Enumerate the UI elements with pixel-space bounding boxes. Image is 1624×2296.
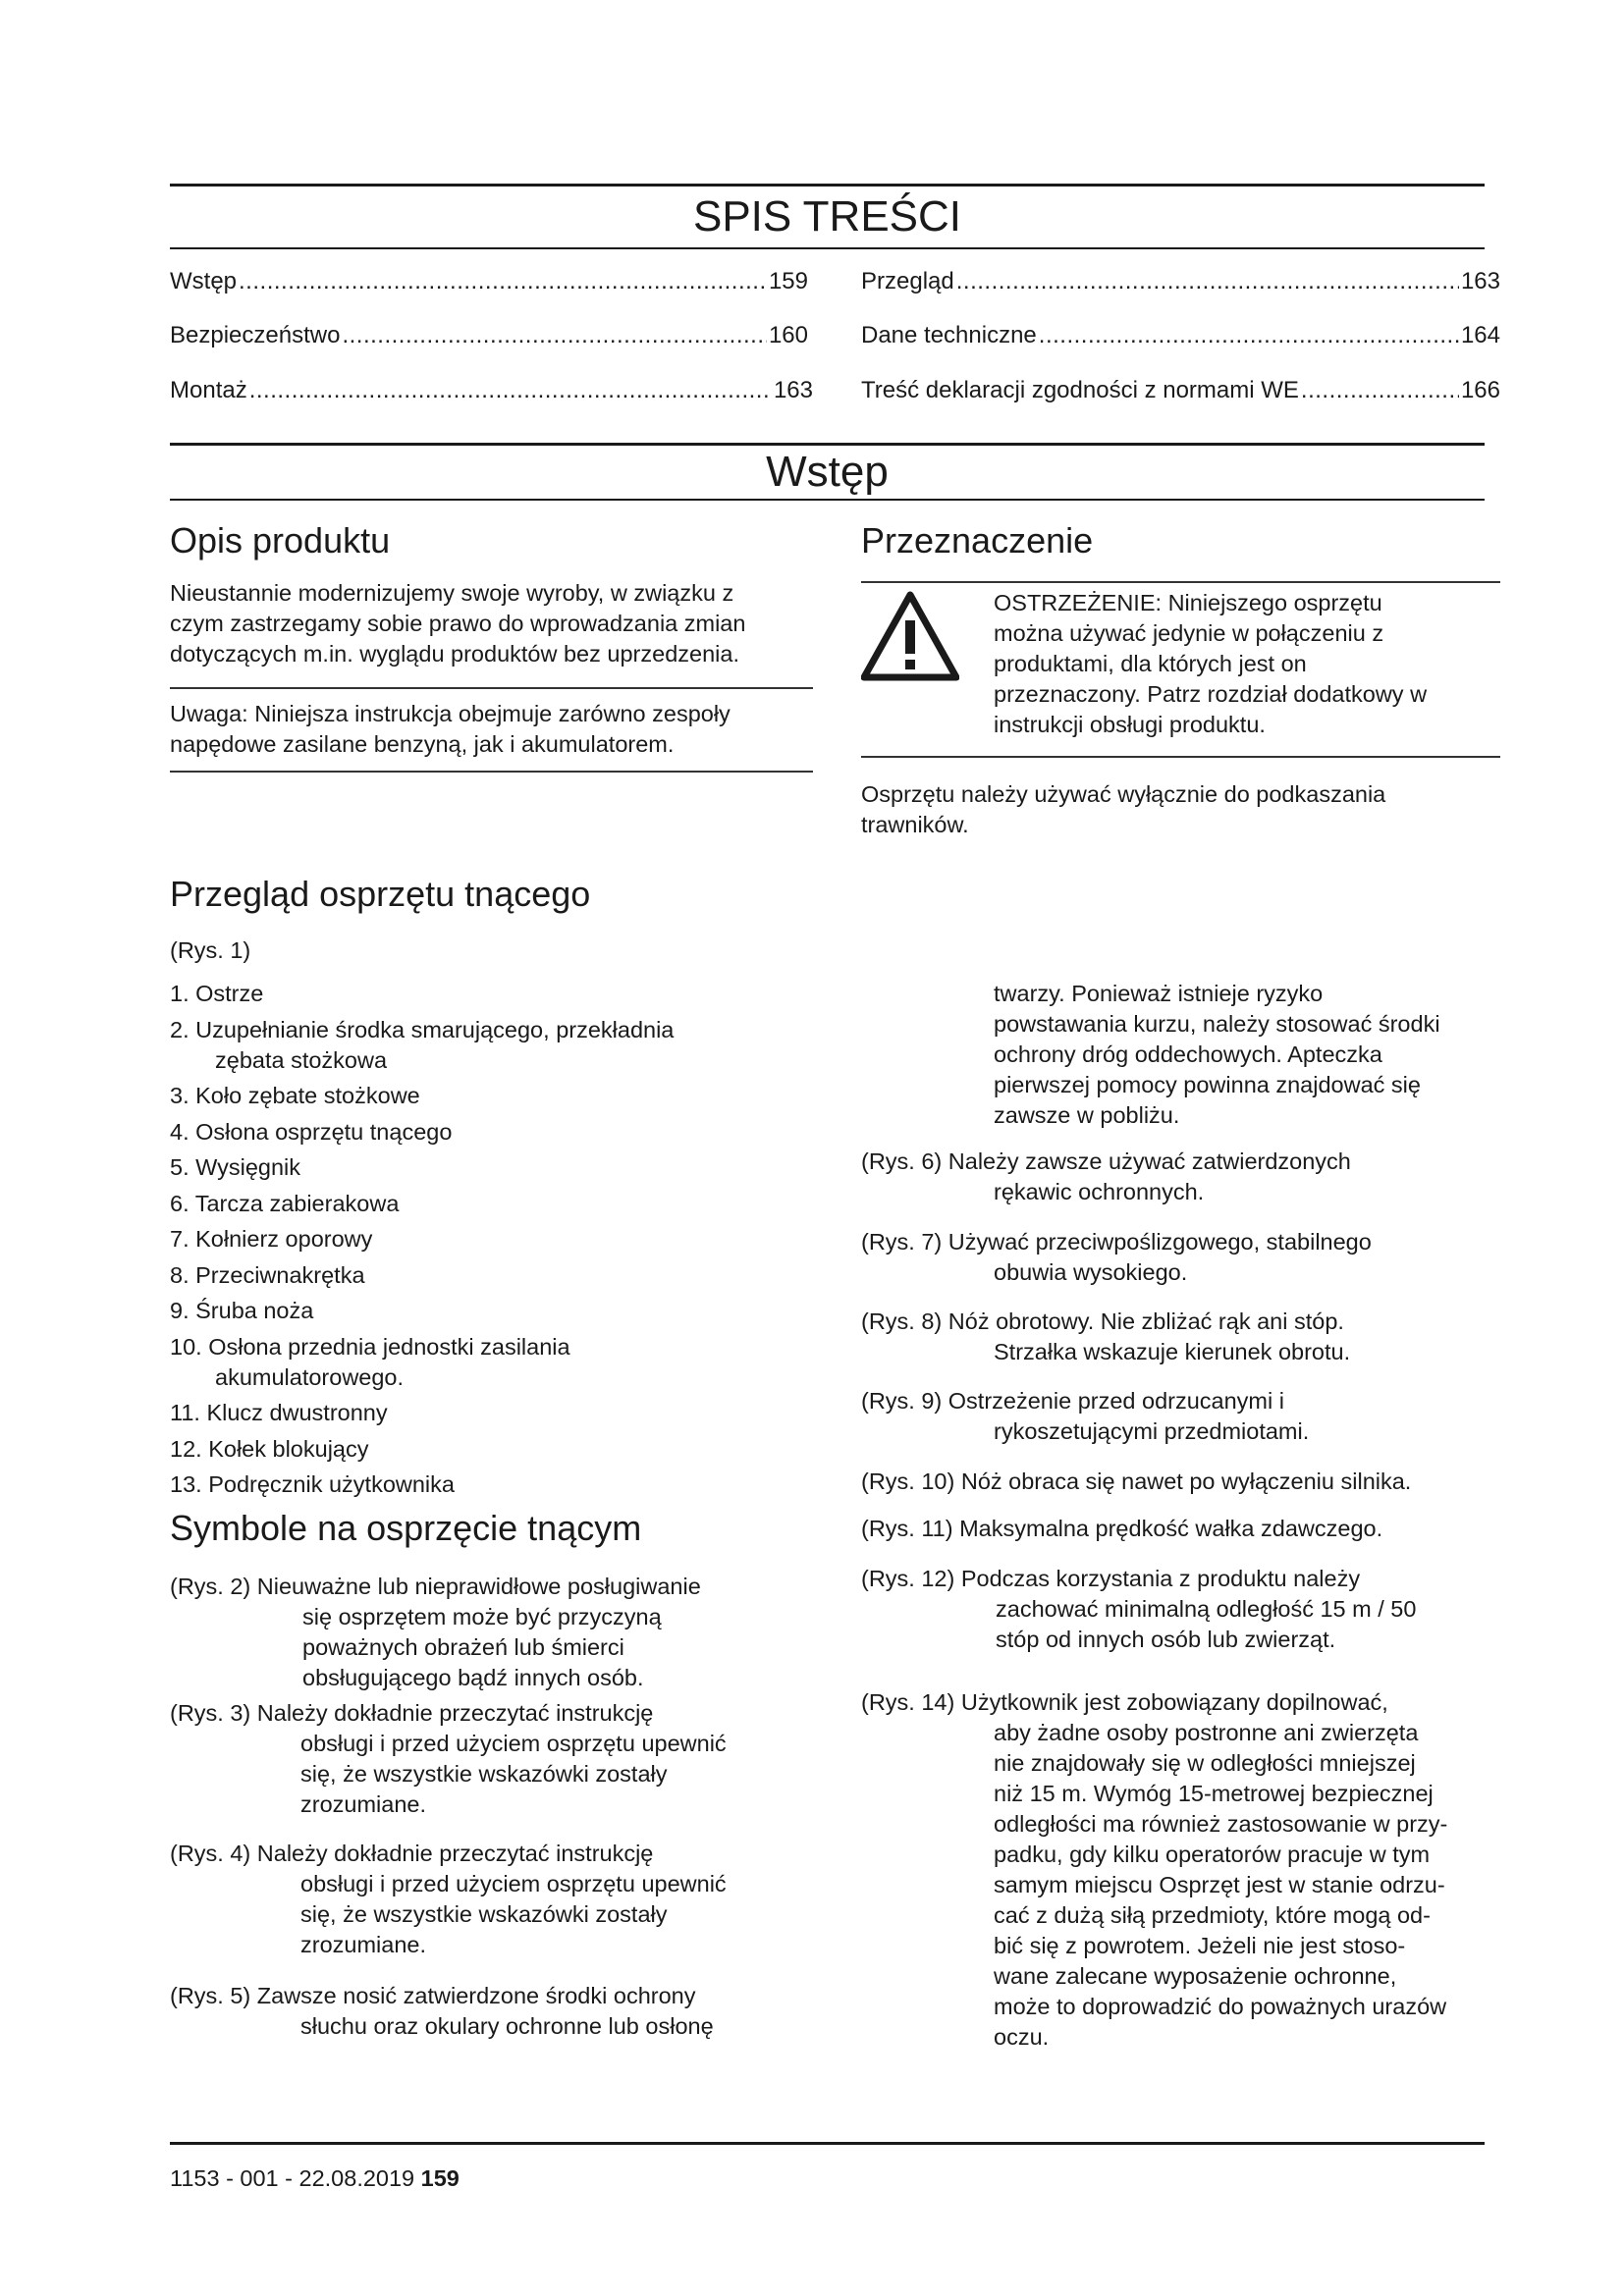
list-item: 5. Wysięgnik xyxy=(170,1154,301,1180)
warning-top-rule xyxy=(861,581,1500,583)
toc-entry[interactable] xyxy=(170,321,808,350)
toc-entry-page: 160 xyxy=(768,322,808,348)
symbol-entry: (Rys. 2) Nieuważne lub nieprawidłowe posługiwanie się osprzętem może być przyczyną poważnych obrażeń lub śmierci obsługującego bądź innych osób. xyxy=(170,1574,701,1690)
list-item: 12. Kołek blokujący xyxy=(170,1435,369,1462)
przeznaczenie-heading: Przeznaczenie xyxy=(861,520,1094,561)
symbol-entry: (Rys. 11) Maksymalna prędkość wałka zdawczego. xyxy=(861,1516,1383,1541)
symbole-heading: Symbole na osprzęcie tnącym xyxy=(170,1508,642,1548)
symbol-entry: (Rys. 14) Użytkownik jest zobowiązany dopilnować, aby żadne osoby postronne ani zwierzęta nie znajdowały się w odległości mniejszej niż 15 m. Wymóg 15-metrowej bezpiecznej odległości ma również zastosowanie w przy- padku, gdy kilku operatorów pracuje w tym samym miejscu Osprzęt jest w stanie odrzu- cać z dużą siłą przedmioty, które mogą od- bić się z powrotem. Jeżeli nie jest stoso- wane zalecane wyposażenie ochronne, może to doprowadzić do poważnych urazów oczu. xyxy=(861,1689,1448,2050)
opis-heading: Opis produktu xyxy=(170,520,391,561)
symbol-entry: (Rys. 12) Podczas korzystania z produktu należy zachować minimalną odległość 15 m / 50 stóp od innych osób lub zwierząt. xyxy=(861,1566,1417,1652)
parts-list xyxy=(170,979,759,1506)
toc-entry-page: 159 xyxy=(768,268,808,294)
toc-entry-label: Treść deklaracji zgodności z normami WE xyxy=(861,377,1299,403)
list-item: 13. Podręcznik użytkownika xyxy=(170,1471,455,1497)
toc-entry-page: 163 xyxy=(1460,268,1500,294)
list-item: 4. Osłona osprzętu tnącego xyxy=(170,1118,453,1145)
przeglad-ref: (Rys. 1) xyxy=(170,937,251,963)
symbol-entry: (Rys. 4) Należy dokładnie przeczytać instrukcję obsługi i przed użyciem osprzętu upewnić się, że wszystkie wskazówki zostały zrozumiane. xyxy=(170,1841,727,1957)
section-top-rule xyxy=(170,443,1485,446)
warning-icon xyxy=(861,591,959,681)
list-item: 7. Kołnierz oporowy xyxy=(170,1226,373,1252)
opis-text: Nieustannie modernizujemy swoje wyroby, w związku z czym zastrzegamy sobie prawo do wprowadzania zmian dotyczących m.in. wyglądu produktów bez uprzedzenia. xyxy=(170,580,746,667)
list-item: 10. Osłona przednia jednostki zasilania akumulatorowego. xyxy=(170,1333,570,1390)
symbol-entry: (Rys. 10) Nóż obraca się nawet po wyłączeniu silnika. xyxy=(861,1468,1412,1494)
przeglad-heading: Przegląd osprzętu tnącego xyxy=(170,874,591,914)
note-label: Uwaga: xyxy=(170,701,248,726)
footer-doc-id: 1153 - 001 - 22.08.2019 xyxy=(170,2165,415,2191)
toc-title: SPIS TREŚCI xyxy=(692,192,962,240)
toc-entry[interactable] xyxy=(861,376,1500,405)
toc-entry-page: 166 xyxy=(1460,377,1500,403)
warning-text: OSTRZEŻENIE: Niniejszego osprzętu można używać jedynie w połączeniu z produktami, dla których jest on przeznaczony. Patrz rozdział dodatkowy w instrukcji obsługi produktu. xyxy=(994,590,1428,737)
section-title: Wstęp xyxy=(766,448,889,496)
symbol-entry: (Rys. 7) Używać przeciwpoślizgowego, stabilnego obuwia wysokiego. xyxy=(861,1229,1372,1285)
opis-note-top-rule xyxy=(170,687,813,689)
warning-label: OSTRZEŻENIE: xyxy=(994,590,1163,615)
symbol-entry: (Rys. 6) Należy zawsze używać zatwierdzonych rękawic ochronnych. xyxy=(861,1148,1351,1204)
toc-entry-label: Wstęp xyxy=(170,268,238,294)
toc-entry[interactable] xyxy=(861,267,1500,296)
list-item: 3. Koło zębate stożkowe xyxy=(170,1083,420,1108)
toc-top-rule xyxy=(170,184,1485,187)
toc-entry[interactable] xyxy=(861,321,1500,350)
symbol-entry: (Rys. 5) Zawsze nosić zatwierdzone środki ochrony słuchu oraz okulary ochronne lub osłonę xyxy=(170,1983,714,2039)
list-item: 9. Śruba noża xyxy=(170,1298,314,1323)
toc-entry[interactable] xyxy=(170,376,813,405)
list-item: 2. Uzupełnianie środka smarującego, przekładnia zębata stożkowa xyxy=(170,1016,675,1073)
symbol-entry-continuation: twarzy. Ponieważ istnieje ryzyko powstawania kurzu, należy stosować środki ochrony dróg oddechowych. Apteczka pierwszej pomocy powinna znajdować się zawsze w pobliżu. xyxy=(994,981,1440,1128)
list-item: 11. Klucz dwustronny xyxy=(170,1400,388,1425)
opis-note-bottom-rule xyxy=(170,771,813,773)
toc-entry-page: 163 xyxy=(773,377,813,403)
page-number: 159 xyxy=(420,2165,460,2191)
list-item: 6. Tarcza zabierakowa xyxy=(170,1190,400,1216)
section-title-rule xyxy=(170,499,1485,501)
footer-rule xyxy=(170,2142,1485,2145)
usage-text: Osprzętu należy używać wyłącznie do podkaszania trawników. xyxy=(861,781,1386,837)
symbol-entry: (Rys. 9) Ostrzeżenie przed odrzucanymi i rykoszetującymi przedmiotami. xyxy=(861,1388,1310,1444)
list-item: 8. Przeciwnakrętka xyxy=(170,1261,365,1288)
warning-bottom-rule xyxy=(861,756,1500,758)
toc-entry-label: Dane techniczne xyxy=(861,322,1037,348)
toc-entry[interactable] xyxy=(170,267,808,296)
toc-title-rule xyxy=(170,247,1485,249)
symbol-entry: (Rys. 8) Nóż obrotowy. Nie zbliżać rąk ani stóp. Strzałka wskazuje kierunek obrotu. xyxy=(861,1308,1351,1364)
symbol-entry: (Rys. 3) Należy dokładnie przeczytać instrukcję obsługi i przed użyciem osprzętu upewnić się, że wszystkie wskazówki zostały zrozumiane. xyxy=(170,1700,727,1817)
footer xyxy=(170,2163,460,2194)
list-item: 1. Ostrze xyxy=(170,981,264,1006)
toc-entry-page: 164 xyxy=(1460,322,1500,348)
opis-note: Uwaga: Niniejsza instrukcja obejmuje zarówno zespoły napędowe zasilane benzyną, jak i akumulatorem. xyxy=(170,701,731,757)
toc-entry-label: Montaż xyxy=(170,377,247,403)
toc-entry-label: Bezpieczeństwo xyxy=(170,322,341,348)
toc-entry-label: Przegląd xyxy=(861,268,954,294)
